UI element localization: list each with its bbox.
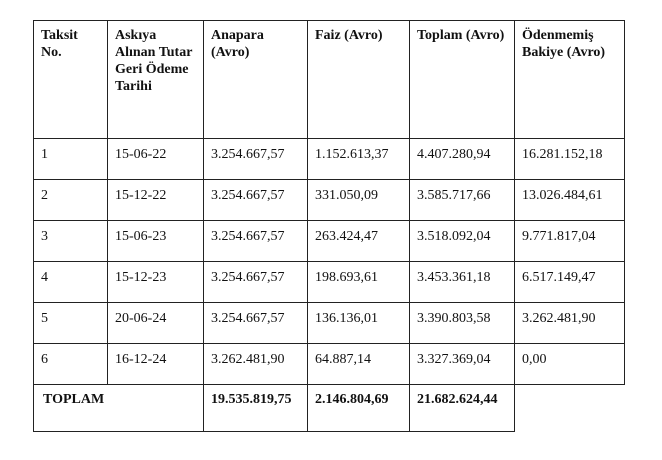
cell-interest: 331.050,09 — [308, 180, 410, 221]
total-blank-cell — [515, 385, 625, 432]
cell-balance: 13.026.484,61 — [515, 180, 625, 221]
table-row — [34, 344, 625, 385]
header-total: Toplam (Avro) — [410, 21, 515, 139]
cell-date: 15-06-23 — [108, 221, 204, 262]
cell-principal: 3.254.667,57 — [204, 139, 308, 180]
header-row — [34, 21, 625, 139]
cell-principal: 3.254.667,57 — [204, 303, 308, 344]
cell-installment-no: 3 — [34, 221, 108, 262]
cell-total: 3.327.369,04 — [410, 344, 515, 385]
cell-total: 3.390.803,58 — [410, 303, 515, 344]
cell-installment-no: 4 — [34, 262, 108, 303]
table-row — [34, 303, 625, 344]
cell-installment-no: 2 — [34, 180, 108, 221]
cell-total: 3.518.092,04 — [410, 221, 515, 262]
repayment-schedule-table — [33, 20, 625, 432]
cell-installment-no: 5 — [34, 303, 108, 344]
header-repayment-date: Askıya Alınan Tutar Geri Ödeme Tarihi — [108, 21, 204, 139]
cell-balance: 6.517.149,47 — [515, 262, 625, 303]
header-principal: Anapara (Avro) — [204, 21, 308, 139]
cell-date: 15-06-22 — [108, 139, 204, 180]
cell-date: 16-12-24 — [108, 344, 204, 385]
table-row — [34, 221, 625, 262]
cell-principal: 3.254.667,57 — [204, 180, 308, 221]
cell-installment-no: 1 — [34, 139, 108, 180]
cell-principal: 3.254.667,57 — [204, 262, 308, 303]
header-outstanding-balance: Ödenmemiş Bakiye (Avro) — [515, 21, 625, 139]
cell-balance: 0,00 — [515, 344, 625, 385]
header-interest: Faiz (Avro) — [308, 21, 410, 139]
table-row — [34, 262, 625, 303]
cell-balance: 16.281.152,18 — [515, 139, 625, 180]
cell-installment-no: 6 — [34, 344, 108, 385]
cell-interest: 64.887,14 — [308, 344, 410, 385]
cell-total: 4.407.280,94 — [410, 139, 515, 180]
total-principal: 19.535.819,75 — [204, 385, 308, 432]
total-row — [34, 385, 625, 432]
cell-date: 15-12-22 — [108, 180, 204, 221]
cell-principal: 3.262.481,90 — [204, 344, 308, 385]
cell-date: 20-06-24 — [108, 303, 204, 344]
cell-total: 3.585.717,66 — [410, 180, 515, 221]
cell-interest: 1.152.613,37 — [308, 139, 410, 180]
cell-interest: 136.136,01 — [308, 303, 410, 344]
cell-principal: 3.254.667,57 — [204, 221, 308, 262]
cell-date: 15-12-23 — [108, 262, 204, 303]
header-installment: Taksit No. — [34, 21, 108, 139]
table-row — [34, 180, 625, 221]
total-label: TOPLAM — [34, 385, 204, 432]
cell-balance: 3.262.481,90 — [515, 303, 625, 344]
table-row — [34, 139, 625, 180]
total-interest: 2.146.804,69 — [308, 385, 410, 432]
cell-balance: 9.771.817,04 — [515, 221, 625, 262]
cell-total: 3.453.361,18 — [410, 262, 515, 303]
total-sum: 21.682.624,44 — [410, 385, 515, 432]
cell-interest: 198.693,61 — [308, 262, 410, 303]
cell-interest: 263.424,47 — [308, 221, 410, 262]
